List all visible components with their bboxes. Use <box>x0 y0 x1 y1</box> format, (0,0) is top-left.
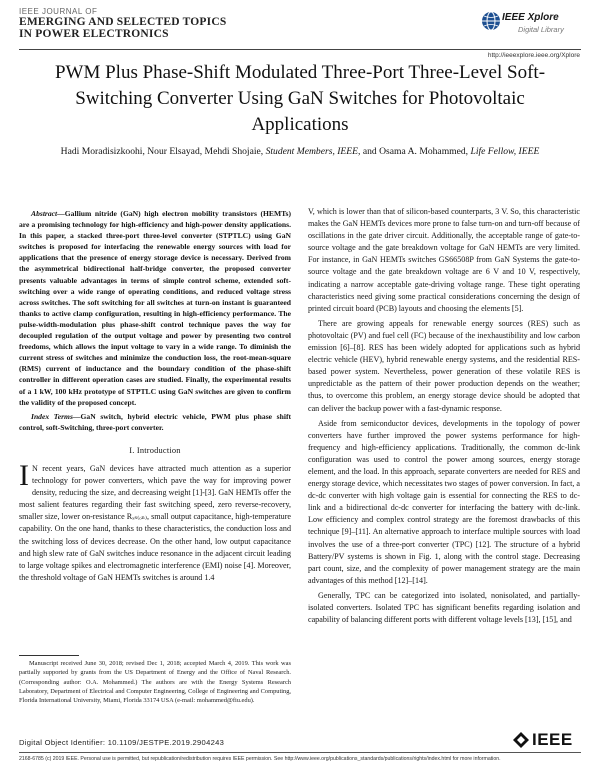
footnote <box>19 659 291 705</box>
paper-title: PWM Plus Phase-Shift Modulated Three-Port Three-Level Soft-Switching Converter Using GaN Switches for Photovoltaic Applications <box>54 62 546 135</box>
xplore-globe-icon <box>480 10 502 32</box>
left-column <box>19 208 291 587</box>
ieee-logo <box>512 730 580 750</box>
xplore-brand: IEEE Xplore <box>502 12 559 23</box>
copyright-notice: 2168-6785 (c) 2019 IEEE. Personal use is permitted, but republication/redistribution requires IEEE permission. See http://www.ieee.org/publications_standards/publications/rights/index.html for more information. <box>19 756 501 762</box>
journal-line-1: IEEE JOURNAL OF <box>19 7 98 16</box>
authors-role-1: Student Members, IEEE, <box>265 146 361 157</box>
doi[interactable]: Digital Object Identifier: 10.1109/JESTPE.2019.2904243 <box>19 738 225 747</box>
body-paragraph-2: There are growing appeals for renewable energy sources (RES) such as photovoltaic (PV) and fuel cell (FC) because of the inexhaustibility and low carbon emission [6]–[8]. RES has been widely adopted for applications such as hybrid electric vehicle (HEV), hybrid renewable energy systems, and the residential RES-based power system. Nevertheless, power generation of these volatile RES is unpredictable as the pattern of their power production depends on the weather; thus, to overcome this problem, an energy storage device should be adopted that can deliver the backup power with a fast-dynamic response. <box>308 318 580 413</box>
ieee-logo-text: IEEE <box>532 730 573 749</box>
ieee-diamond-icon <box>512 731 530 749</box>
footnote-rule <box>19 655 79 656</box>
drop-cap: I <box>19 458 29 492</box>
footer-rule <box>19 752 581 753</box>
body-paragraph-3: Aside from semiconductor devices, developments in the topology of power converters have further improved the power systems performance for high-frequency and high-efficiency applications. Traditionally, the common dc-link configuration was used to control the power among sources, energy storage element, and the load. In this approach, separate converters are needed for RES and energy storage device, which necessitates two stages of power conversion. In fact, a dc-dc converter with high voltage gain is essential for connecting the RES to dc-link and a bidirectional dc-dc converter for interfacing the battery with dc-link. Low efficiency and complex control strategy are the foremost drawbacks of this technique [9]–[11]. An alternative approach to interface multiple sources with load involves the use of a three-port converter (TPC) [12]. The structure of a hybrid Battery/PV systems is shown in Fig. 1, along with the control stage. Decreasing part count, size, and the complexity of power management strategy are the main advantages of this method [12]–[14]. <box>308 418 580 585</box>
section-heading: I. Introduction <box>129 445 181 455</box>
abstract <box>19 208 291 408</box>
index-terms-label: Index Terms <box>31 411 73 421</box>
intro-paragraph <box>19 458 291 584</box>
journal-name <box>19 8 289 41</box>
authors-names: Hadi Moradisizkoohi, Nour Elsayad, Mehdi Shojaie, <box>60 146 264 157</box>
footnote-text: Manuscript received June 30, 2018; revised Dec 1, 2018; accepted March 4, 2019. This work was partially supported by grants from the US Department of Energy and the Office of Naval Research. (Corresponding author: O.A. Mohammed.) The authors are with the Energy Systems Research Laboratory, Department of Electrical and Computer Engineering, College of Engineering and Computing, Florida International University, Miami, Florida 33174 USA (e-mail: mohammed@fiu.edu). <box>19 660 291 705</box>
authors-and: and Osama A. Mohammed, <box>362 146 469 157</box>
authors-role-2: Life Fellow, IEEE <box>470 146 540 157</box>
ieee-xplore-logo[interactable] <box>480 8 580 46</box>
journal-line-3: IN POWER ELECTRONICS <box>19 28 169 41</box>
intro-text: N recent years, GaN devices have attracted much attention as a superior technology for power converters, which pave the way for improving power density, reducing the size, and decreasing weight [1]-[3]. GaN HEMTs offer the most salient features regarding their fast switching speed, zero reverse-recovery, smaller size, lower on-resistance Rₓₛ₍ₒₙ₎, small output capacitance, high-temperature capability. On the one hand, thanks to these characteristics, the conduction loss and the switching loss of devices decrease. On the other hand, low output capacitance and high slew rate of GaN switches induce resonance in the adjacent circuit leading to large voltage spikes and electromagnetic interference (EMI) noise [4]. Moreover, the threshold voltage of GaN HEMTs switches is around 1.4 <box>19 463 291 582</box>
abstract-text: —Gallium nitride (GaN) high electron mobility transistors (HEMTs) are a promising technology for high-efficiency and high-power density applications. In this paper, a stacked three-port three-level converter (STPTLC) using GaN switches is proposed for interfacing the renewable energy sources with load for applications that the presence of energy storage device is necessary. Derived from the asymmetrical bidirectional half-bridge converter, the proposed converter presents valuable advantages in terms of simple control scheme, extended soft-switching over a wide range of operating conditions, and reduced voltage stress across switches. The soft switching for all switches at turn-on instant is guaranteed thanks to active clamp configuration, resulting in high-efficiency performance. The pulse-width-modulation plus phase-shift control technique paves the way for decoupled regulation of the output voltage and power by presenting two control freedoms, which allows the input voltage to vary in a wide range. To diminish the current stress of switches and minimize the conduction loss, the root-mean-square (RMS) current of inductance and the boundary condition of the phase-shift controller in different operation cases are studied. Finally, the experimental results of a 1 kW, 100 kHz prototype of STPTLC using GaN switches are given to confirm the validity of the proposed concept. <box>19 209 291 407</box>
body-paragraph-1: V, which is lower than that of silicon-based counterparts, 3 V. So, this characteristic makes the GaN HEMTs devices more prone to false turn-on and turn-off because of oscillations in the gate driver circuit. Additionally, the acceptable range of gate-to-source voltage and the gate breakdown voltage for GaN HEMTs are very limited. For instance, in GaN HEMTs switches GS66508P from GaN Systems the gate-to-source voltage and the gate breakdown voltage are 6 V and 10 V, respectively, indicating a narrow acceptable gate-driving voltage range. These tight operating characteristics need giving some practical considerations concerning the design of printed circuit board (PCB) layouts and choosing the elements [5]. <box>308 207 580 313</box>
index-terms-text: —GaN switch, hybrid electric vehicle, PWM plus phase shift control, soft-Switching, three-port converter. <box>19 411 292 432</box>
journal-line-2: EMERGING AND SELECTED TOPICS <box>19 16 227 29</box>
xplore-url[interactable]: http://ieeexplore.ieee.org/Xplore <box>487 52 580 59</box>
xplore-subtitle: Digital Library <box>518 25 564 34</box>
author-list <box>40 144 560 160</box>
header-rule <box>19 49 581 50</box>
abstract-label: Abstract <box>31 209 58 218</box>
index-terms <box>19 411 291 433</box>
body-paragraph-4: Generally, TPC can be categorized into isolated, nonisolated, and partially-isolated converters. Isolated TPC has significant benefits regarding isolation and capability of balancing different ports with different voltage levels [13], [15], and <box>308 590 580 625</box>
right-column <box>308 206 580 629</box>
